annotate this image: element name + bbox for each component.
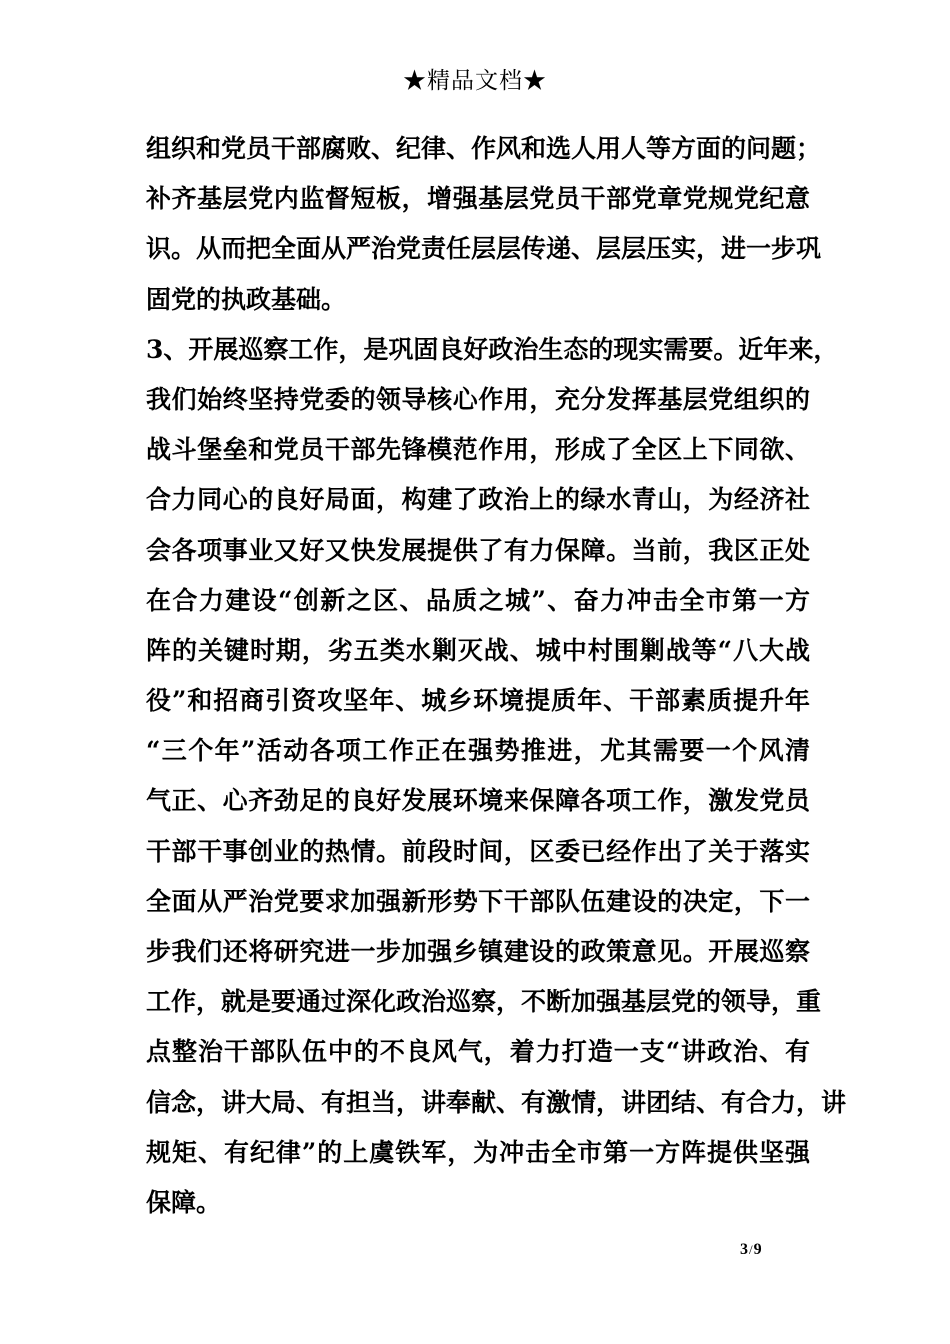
body-line: 在合力建设“创新之区、品质之城”、奋力冲击全市第一方 bbox=[146, 585, 810, 615]
body-line: 战斗堡垒和党员干部先锋模范作用，形成了全区上下同欲、 bbox=[146, 435, 810, 465]
body-line: 会各项事业又好又快发展提供了有力保障。当前，我区正处 bbox=[146, 535, 810, 565]
body-line: 固党的执政基础。 bbox=[146, 284, 347, 314]
body-line: 全面从严治党要求加强新形势下干部队伍建设的决定，下一 bbox=[146, 886, 810, 916]
body-line: 识。从而把全面从严治党责任层层传递、层层压实，进一步巩 bbox=[146, 234, 822, 264]
body-line: “三个年”活动各项工作正在强势推进，尤其需要一个风清 bbox=[146, 736, 810, 766]
body-line: 补齐基层党内监督短板，增强基层党员干部党章党规党纪意 bbox=[146, 184, 810, 214]
body-line: 役”和招商引资攻坚年、城乡环境提质年、干部素质提升年 bbox=[146, 686, 810, 716]
body-line: 我们始终坚持党委的领导核心作用，充分发挥基层党组织的 bbox=[146, 384, 810, 414]
body-line: 工作，就是要通过深化政治巡察，不断加强基层党的领导，重 bbox=[146, 987, 822, 1017]
body-line: 保障。 bbox=[146, 1187, 222, 1217]
body-line: 点整治干部队伍中的不良风气，着力打造一支“讲政治、有 bbox=[146, 1037, 810, 1067]
page-number bbox=[740, 1240, 800, 1260]
body-line: 合力同心的良好局面，构建了政治上的绿水青山，为经济社 bbox=[146, 485, 810, 515]
body-line: 阵的关键时期，劣五类水剿灭战、城中村围剿战等“八大战 bbox=[146, 635, 810, 665]
body-line: 信念，讲大局、有担当，讲奉献、有激情，讲团结、有合力，讲 bbox=[146, 1087, 847, 1117]
page-separator: / bbox=[749, 1242, 753, 1257]
current-page: 3 bbox=[740, 1241, 748, 1258]
body-line: 步我们还将研究进一步加强乡镇建设的政策意见。开展巡察 bbox=[146, 937, 810, 966]
body-line: 规矩、有纪律”的上虞铁军，为冲击全市第一方阵提供坚强 bbox=[146, 1137, 810, 1167]
body-line: 干部干事创业的热情。前段时间，区委已经作出了关于落实 bbox=[146, 836, 810, 866]
header-title: ★精品文档★ bbox=[403, 68, 547, 94]
total-pages: 9 bbox=[753, 1241, 762, 1258]
body-line: 组织和党员干部腐败、纪律、作风和选人用人等方面的问题； bbox=[146, 134, 822, 163]
body-line: 气正、心齐劲足的良好发展环境来保障各项工作，激发党员 bbox=[146, 786, 810, 816]
document-body bbox=[146, 124, 847, 1228]
document-header bbox=[0, 66, 950, 96]
body-line: 3、开展巡察工作，是巩固良好政治生态的现实需要。近年来， bbox=[146, 334, 839, 364]
